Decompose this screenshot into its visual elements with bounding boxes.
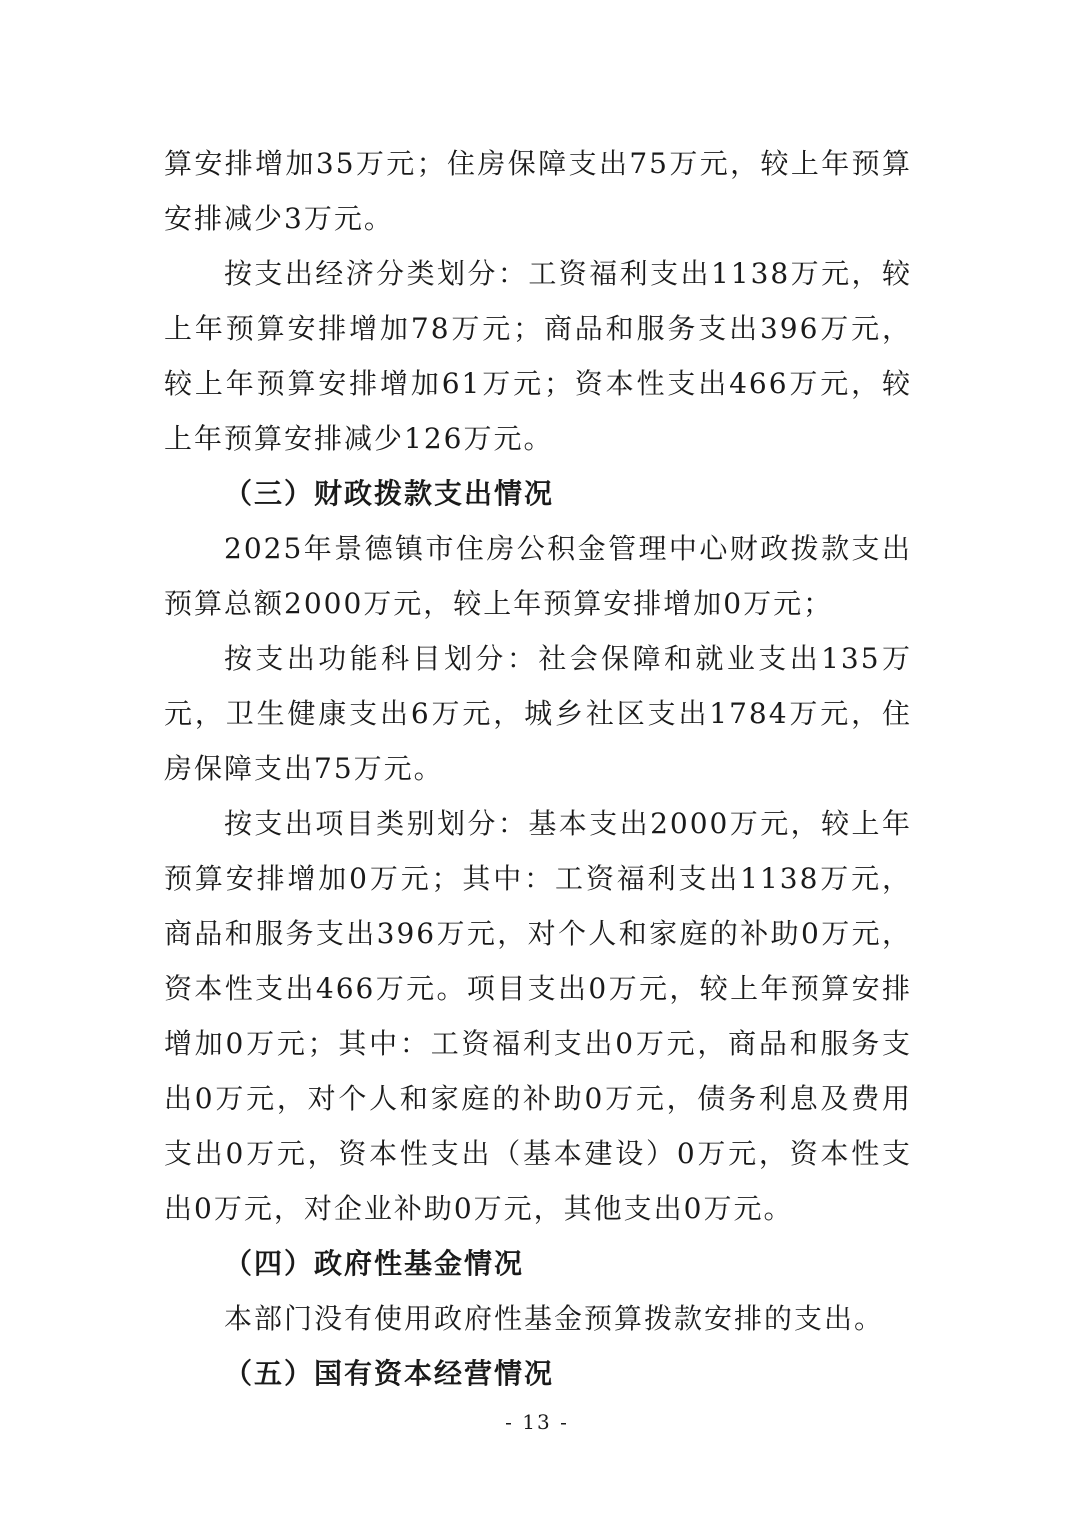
paragraph-functional-classification: 按支出功能科目划分：社会保障和就业支出135万元，卫生健康支出6万元，城乡社区支出1784万元，住房保障支出75万元。 [164, 642, 912, 785]
paragraph-continuation: 算安排增加35万元；住房保障支出75万元，较上年预算安排减少3万元。 [164, 147, 912, 235]
section-heading-fiscal-appropriation: （三）财政拨款支出情况 [224, 477, 555, 510]
section-heading-state-capital: （五）国有资本经营情况 [224, 1357, 555, 1390]
paragraph-fiscal-total: 2025年景德镇市住房公积金管理中心财政拨款支出预算总额2000万元，较上年预算安排增加0万元； [164, 532, 912, 620]
paragraph-government-fund: 本部门没有使用政府性基金预算拨款安排的支出。 [224, 1302, 885, 1335]
paragraph-project-classification: 按支出项目类别划分：基本支出2000万元，较上年预算安排增加0万元；其中：工资福利支出1138万元，商品和服务支出396万元，对个人和家庭的补助0万元，资本性支出466万元。项目支出0万元，较上年预算安排增加0万元；其中：工资福利支出0万元，商品和服务支出0万元，对个人和家庭的补助0万元，债务利息及费用支出0万元，资本性支出（基本建设）0万元，资本性支出0万元，对企业补助0万元，其他支出0万元。 [164, 807, 912, 1225]
section-heading-government-fund: （四）政府性基金情况 [224, 1247, 525, 1280]
paragraph-economic-classification: 按支出经济分类划分：工资福利支出1138万元，较上年预算安排增加78万元；商品和服务支出396万元，较上年预算安排增加61万元；资本性支出466万元，较上年预算安排减少126万元。 [164, 257, 912, 455]
page-number: - 13 - [505, 1410, 569, 1434]
body-text [164, 136, 912, 1401]
